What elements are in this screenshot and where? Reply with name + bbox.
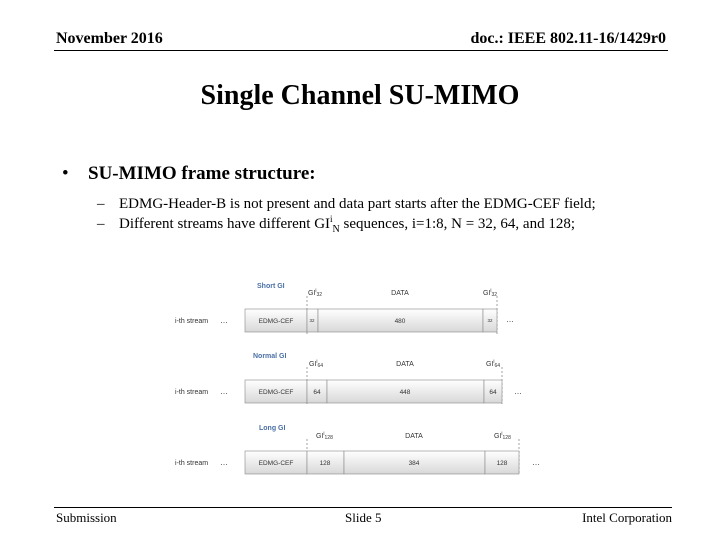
gi-text: GI	[486, 361, 494, 368]
data-len-label: 384	[408, 460, 420, 467]
dash-marker: –	[97, 216, 105, 232]
stream-label: i-th stream	[175, 460, 209, 467]
gi-type-label: Long GI	[259, 425, 286, 432]
ellipsis: …	[532, 458, 540, 467]
gi-sup: i	[315, 288, 317, 294]
sub-bullet-2-post: sequences, i=1:8, N = 32, 64, and 128;	[339, 216, 575, 232]
gi-text: GI	[309, 361, 317, 368]
gi-label-end	[483, 288, 497, 298]
header-date: November 2016	[56, 30, 163, 47]
bullet-text: SU-MIMO frame structure:	[88, 163, 316, 184]
gi-text: GI	[316, 433, 324, 440]
data-len-label: 448	[399, 389, 411, 396]
cef-label: EDMG-CEF	[258, 318, 294, 325]
gi-sub: 128	[502, 435, 511, 441]
gi-label-end	[486, 359, 500, 369]
gi-len-label: 64	[489, 389, 497, 396]
footer-company: Intel Corporation	[582, 510, 672, 525]
gi-sup: i	[490, 288, 492, 294]
stream-label: i-th stream	[175, 318, 209, 325]
ellipsis: …	[506, 315, 514, 324]
stream-label: i-th stream	[175, 389, 209, 396]
ellipsis: …	[220, 387, 228, 396]
dash-marker: –	[97, 196, 105, 212]
ellipsis: …	[220, 458, 228, 467]
gi-text: GI	[483, 290, 491, 297]
sub-bullet-2-sub: N	[332, 224, 340, 235]
data-len-label: 480	[394, 318, 406, 325]
gi-text: GI	[308, 290, 316, 297]
bullet-marker: •	[62, 163, 69, 184]
gi-sub: 64	[317, 363, 324, 369]
gi-label-start	[316, 431, 333, 441]
gi-len-label: 128	[496, 460, 508, 467]
gi-sup: i	[501, 431, 503, 437]
gi-sub: 128	[324, 435, 333, 441]
gi-label-start	[309, 359, 323, 369]
data-label: DATA	[405, 433, 423, 440]
sub-bullet-2-sup: i	[330, 214, 333, 224]
gi-sub: 64	[494, 363, 501, 369]
cef-label: EDMG-CEF	[258, 389, 294, 396]
gi-sup: i	[323, 431, 325, 437]
ellipsis: …	[220, 316, 228, 325]
gi-len-label: 128	[319, 460, 331, 467]
gi-len-label: 32	[309, 318, 315, 323]
ellipsis: …	[514, 387, 522, 396]
gi-sub: 32	[491, 292, 498, 298]
gi-label-end	[494, 431, 511, 441]
gi-label-start	[308, 288, 322, 298]
gi-sup: i	[316, 359, 318, 365]
slide-title: Single Channel SU-MIMO	[200, 80, 520, 111]
gi-type-label: Short GI	[257, 283, 285, 290]
footer-slide-number: Slide 5	[345, 510, 382, 525]
gi-len-label: 64	[313, 389, 321, 396]
gi-sup: i	[493, 359, 495, 365]
footer-submission: Submission	[56, 510, 117, 525]
gi-len-label: 32	[487, 318, 493, 323]
sub-bullet-1-text: EDMG-Header-B is not present and data part starts after the EDMG-CEF field;	[119, 196, 596, 212]
data-label: DATA	[396, 361, 414, 368]
gi-type-label: Normal GI	[253, 353, 287, 360]
cef-label: EDMG-CEF	[258, 460, 294, 467]
data-label: DATA	[391, 290, 409, 297]
sub-bullet-2-pre: Different streams have different GI	[119, 216, 331, 232]
footer-rule	[54, 507, 672, 508]
gi-sub: 32	[316, 292, 323, 298]
header-doc-id: doc.: IEEE 802.11-16/1429r0	[470, 30, 666, 47]
gi-text: GI	[494, 433, 502, 440]
